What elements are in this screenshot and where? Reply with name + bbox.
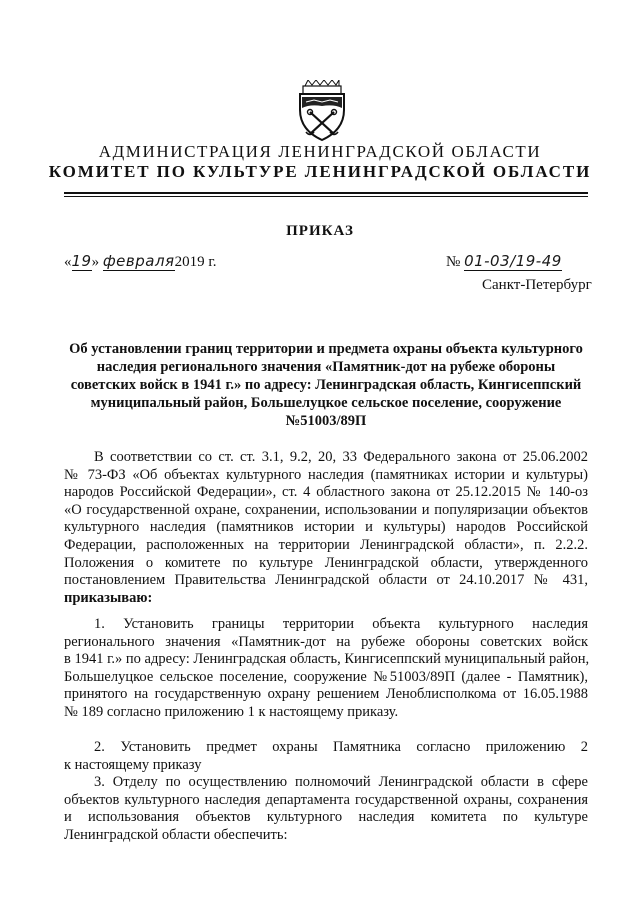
item-2 [64,739,588,774]
preamble-line: Федерации, расположенных на территории Ленинградской области», п. 2.2.2. [64,536,588,553]
title-line: Об установлении границ территории и предмета охраны объекта культурного [69,341,583,357]
preamble-line: № 73-ФЗ «Об объектах культурного наследия (памятниках истории и культуры) [64,466,588,483]
item-line: принятого на государственную охрану решением Леноблисполкома от 16.05.1988 [64,686,588,703]
date-open-quote: « [64,254,72,270]
item-line: № 189 согласно приложению 1 к настоящему приказу. [64,703,399,720]
item-1 [64,616,588,722]
date-month: февраля [102,252,175,270]
preamble-paragraph [64,449,588,607]
title-line: №51003/89П [285,413,367,429]
order-number [446,251,562,272]
title-line: советских войск в 1941 г.» по адресу: Ленинградская область, Кингисеппский [70,377,582,393]
date-year: 2019 г. [174,254,217,270]
preamble-line: В соответствии со ст. ст. 3.1, 9.2, 20, 33 Федерального закона от 25.06.2002 [94,449,588,465]
coat-of-arms-icon [294,80,350,142]
order-date [64,251,217,272]
item-line: к настоящему приказу [64,756,202,773]
item-line: 1. Установить границы территории объекта культурного наследия [94,616,588,632]
order-word: приказываю: [64,589,153,606]
item-line: Большелуцкое сельское поселение, сооружение №51003/89П (далее - Памятник), [64,668,588,685]
number-prefix: № [446,254,461,270]
item-line: в 1941 г.» по адресу: Ленинградская область, Кингисеппский муниципальный район, [64,651,590,668]
item-line: объектов культурного наследия департамента государственной охраны, сохранения [64,791,588,808]
title-line: муниципальный район, Большелуцкое сельское поселение, сооружение [90,395,562,411]
item-line: регионального значения «Памятник-дот на рубеже обороны советских войск [64,633,588,650]
preamble-line: народов Российской Федерации», ст. 4 областного закона от 25.12.2015 № 140-оз [64,484,588,501]
item-line: и использования объектов культурного наследия комитета по культуре [64,809,588,826]
org-line-administration: АДМИНИСТРАЦИЯ ЛЕНИНГРАДСКОЙ ОБЛАСТИ [98,142,542,161]
item-line: 2. Установить предмет охраны Памятника согласно приложению 2 [94,739,588,755]
item-line: Ленинградской области обеспечить: [64,826,288,843]
org-line-committee: КОМИТЕТ ПО КУЛЬТУРЕ ЛЕНИНГРАДСКОЙ ОБЛАСТИ [48,162,592,181]
item-line: 3. Отделу по осуществлению полномочий Ленинградской области в сфере [94,774,588,790]
preamble-line: «О государственной охране, сохранении, использовании и популяризации объектов [64,501,588,518]
city: Санкт-Петербург [482,277,592,293]
document-title [64,340,588,430]
number-value: 01-03/19-49 [464,252,562,270]
date-day: 19 [71,252,92,270]
header-rule-thick [64,192,588,194]
item-3 [64,774,588,844]
preamble-line: Положения о комитете по культуре Ленинградской области, утвержденного [64,554,588,571]
document-type: ПРИКАЗ [286,223,354,239]
preamble-line: постановлением Правительства Ленинградской области от 24.10.2017 № 431, [64,572,588,589]
title-line: наследия регионального значения «Памятник-дот на рубеже обороны [96,359,556,375]
header-rule-thin [64,196,588,197]
date-close-quote: » [91,254,100,270]
preamble-line: культурного наследия (памятников истории и культуры) народов Российской [64,519,588,536]
